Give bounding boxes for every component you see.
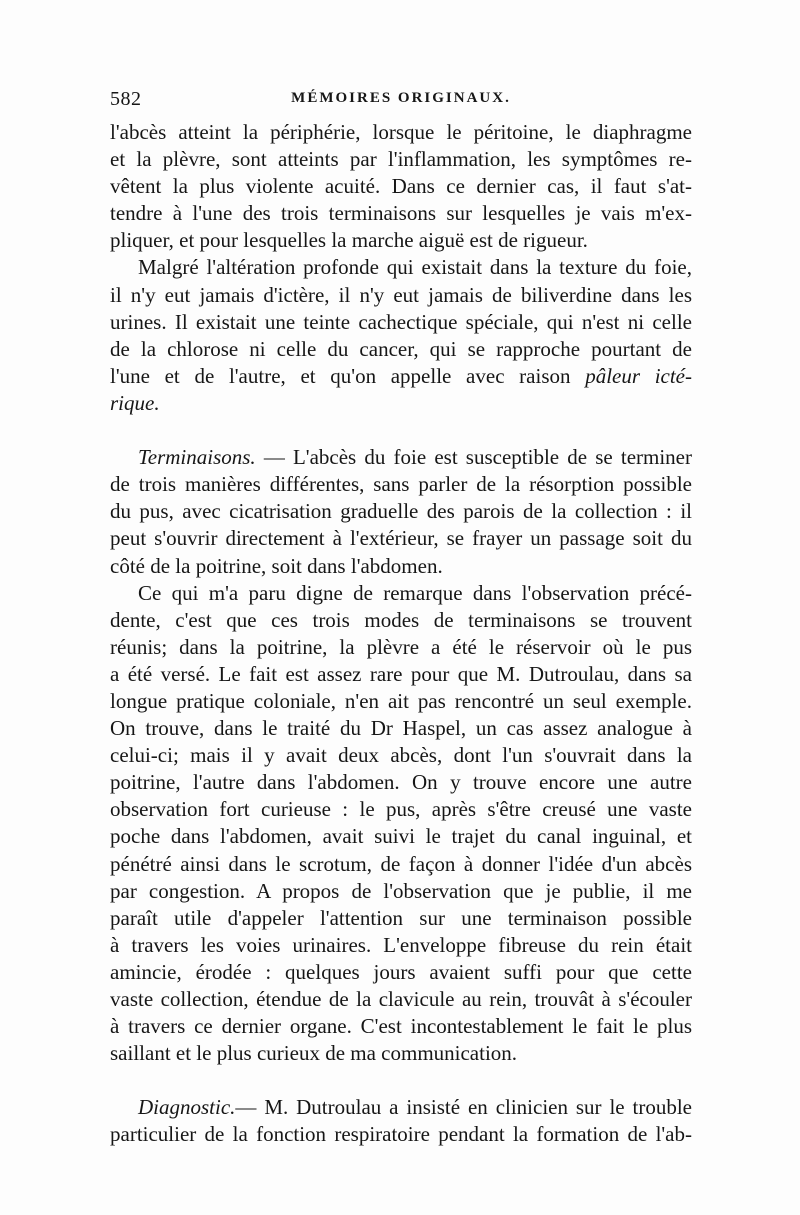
text-line: amincie, érodée : quelques jours avaient suffi pour que cette bbox=[110, 959, 692, 984]
text-line: longue pratique coloniale, n'en ait pas rencontré un seul exemple. bbox=[110, 688, 692, 713]
text-span: — M. Dutroulau a insisté en clinicien sur le trouble bbox=[235, 1095, 692, 1120]
text-line: On trouve, dans le traité du Dr Haspel, un cas assez analogue à bbox=[110, 716, 692, 741]
paragraph-abscess-symptoms bbox=[110, 119, 692, 254]
italic-term: rique. bbox=[110, 390, 160, 415]
section-diagnostic bbox=[110, 1094, 692, 1148]
text-line: à travers ce dernier organe. C'est incontestablement le fait le plus bbox=[110, 1014, 692, 1039]
section-terminaisons bbox=[110, 444, 692, 579]
running-head: MÉMOIRES ORIGINAUX. bbox=[291, 90, 511, 106]
text-line bbox=[110, 363, 692, 390]
text-line: réunis; dans la poitrine, la plèvre a été le réservoir où le pus bbox=[110, 634, 692, 659]
text-line bbox=[110, 1094, 692, 1121]
text-line: urines. Il existait une teinte cachectique spéciale, qui n'est ni celle bbox=[110, 309, 692, 334]
text-line: de la chlorose ni celle du cancer, qui se rapproche pourtant de bbox=[110, 336, 692, 361]
paragraph-icterus bbox=[110, 254, 692, 417]
section-heading: Terminaisons. bbox=[138, 445, 256, 470]
text-line: par congestion. A propos de l'observation que je publie, il me bbox=[110, 878, 692, 903]
text-line: il n'y eut jamais d'ictère, il n'y eut jamais de biliverdine dans les bbox=[110, 282, 692, 307]
text-line: observation fort curieuse : le pus, après s'être creusé une vaste bbox=[110, 797, 692, 822]
page-header bbox=[110, 88, 692, 118]
text-line bbox=[110, 390, 692, 417]
italic-term: pâleur icté- bbox=[585, 363, 692, 388]
text-line bbox=[110, 444, 692, 471]
text-span: l'une et de l'autre, et qu'on appelle avec raison bbox=[110, 363, 586, 388]
paragraph-gap bbox=[110, 1067, 692, 1094]
text-line: pénétré ainsi dans le scrotum, de façon à donner l'idée d'un abcès bbox=[110, 851, 692, 876]
text-line: de trois manières différentes, sans parler de la résorption possible bbox=[110, 472, 692, 497]
text-line: et la plèvre, sont atteints par l'inflammation, les symptômes re- bbox=[110, 147, 692, 172]
text-line: vaste collection, étendue de la clavicule au rein, trouvât à s'écouler bbox=[110, 987, 692, 1011]
page-body bbox=[110, 119, 692, 1149]
text-span: — L'abcès du foie est susceptible de se terminer bbox=[255, 445, 692, 470]
text-line: vêtent la plus violente acuité. Dans ce dernier cas, il faut s'at- bbox=[110, 174, 692, 199]
paragraph-gap bbox=[110, 417, 692, 444]
text-line: l'abcès atteint la périphérie, lorsque le péritoine, le diaphragme bbox=[110, 120, 692, 144]
text-line: côté de la poitrine, soit dans l'abdomen. bbox=[110, 553, 443, 578]
text-line: à travers les voies urinaires. L'enveloppe fibreuse du rein était bbox=[110, 932, 692, 957]
text-line: paraît utile d'appeler l'attention sur une terminaison possible bbox=[110, 905, 692, 930]
page-number: 582 bbox=[110, 88, 142, 110]
text-line: peut s'ouvrir directement à l'extérieur, se frayer un passage soit du bbox=[110, 526, 692, 551]
text-line: saillant et le plus curieux de ma communication. bbox=[110, 1041, 518, 1066]
text-line: pliquer, et pour lesquelles la marche aiguë est de rigueur. bbox=[110, 228, 588, 253]
text-line: celui-ci; mais il y avait deux abcès, dont l'un s'ouvrait dans la bbox=[110, 743, 692, 768]
text-line: Malgré l'altération profonde qui existait dans la texture du foie, bbox=[138, 255, 692, 280]
text-line: particulier de la fonction respiratoire pendant la formation de l'ab- bbox=[110, 1122, 692, 1147]
section-heading: Diagnostic. bbox=[138, 1095, 236, 1120]
text-line: tendre à l'une des trois terminaisons sur lesquelles je vais m'ex- bbox=[110, 201, 692, 226]
text-line: poitrine, l'autre dans l'abdomen. On y trouve encore une autre bbox=[110, 770, 692, 795]
text-line: dente, c'est que ces trois modes de terminaisons se trouvent bbox=[110, 607, 692, 632]
text-line: poche dans l'abdomen, avait suivi le trajet du canal inguinal, et bbox=[110, 824, 692, 849]
text-line: Ce qui m'a paru digne de remarque dans l'observation précé- bbox=[138, 580, 692, 605]
paragraph-observation bbox=[110, 580, 692, 1068]
text-line: a été versé. Le fait est assez rare pour que M. Dutroulau, dans sa bbox=[110, 661, 692, 686]
text-line: du pus, avec cicatrisation graduelle des parois de la collection : il bbox=[110, 499, 692, 524]
